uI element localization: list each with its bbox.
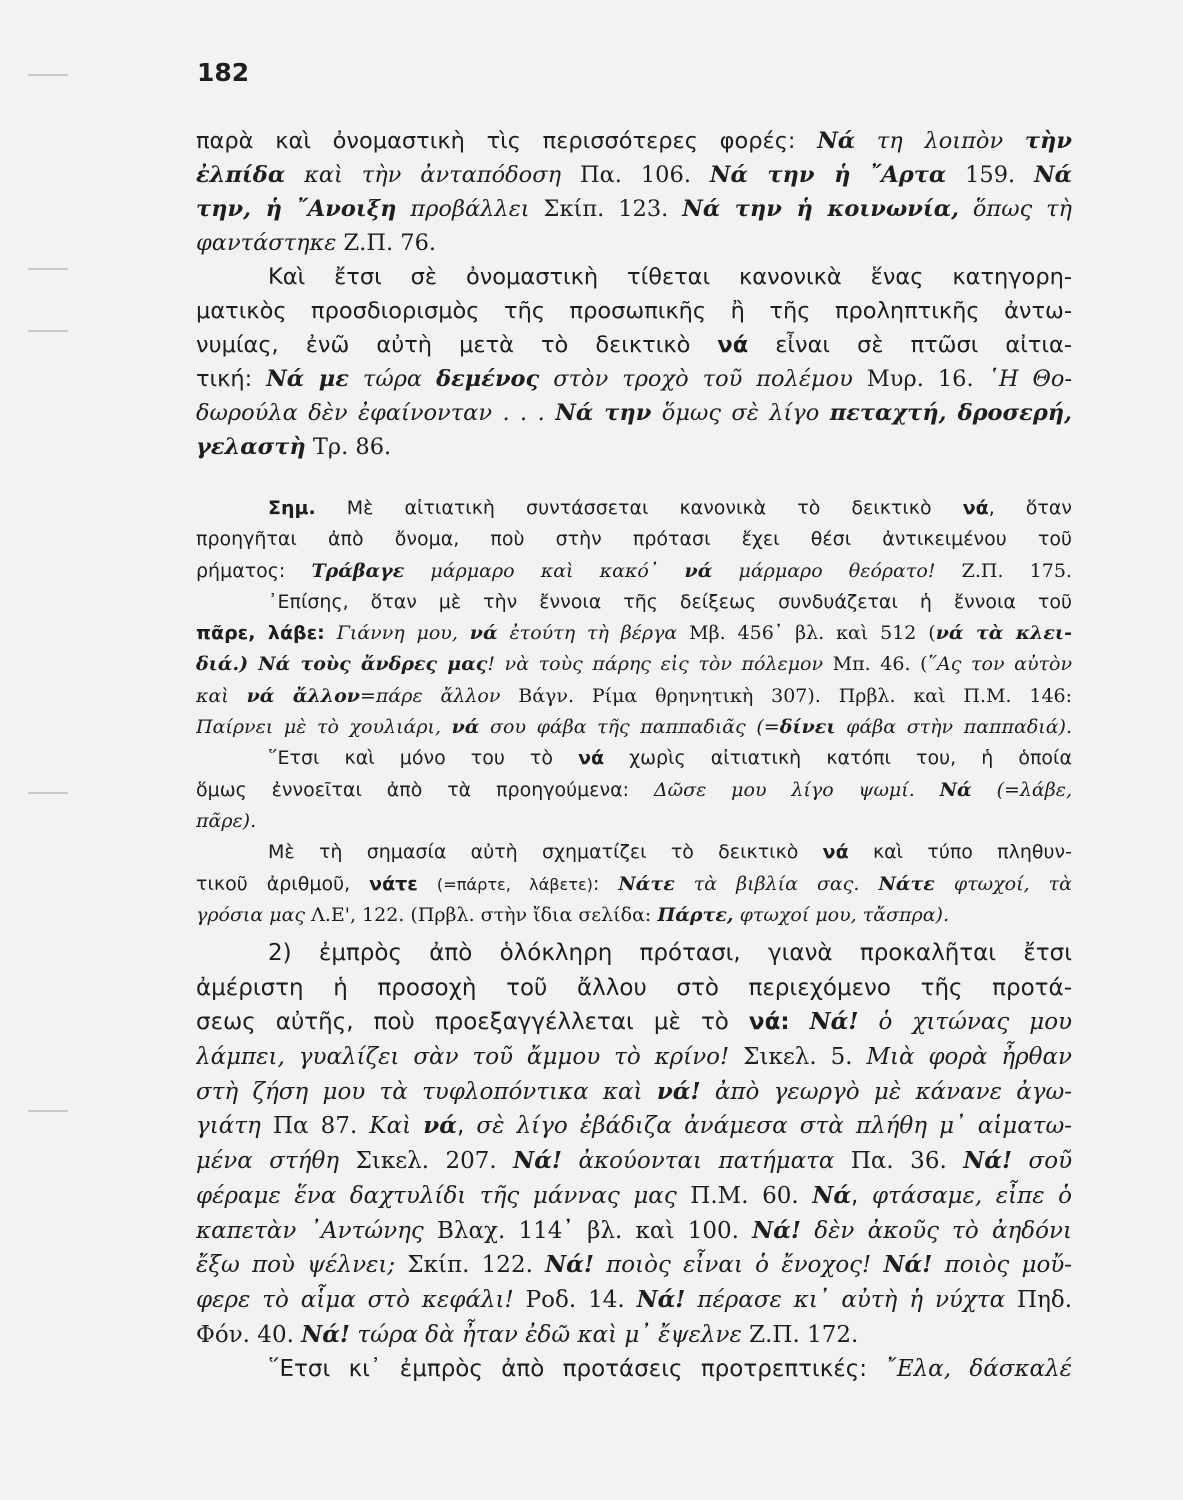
text-line: σεως αὐτῆς, ποὺ προεξαγγέλλεται μὲ τὸ νά: Νά! ὁ χιτώνας μου bbox=[196, 1008, 1072, 1036]
text-line: ὅμως ἐννοεῖται ἀπὸ τὰ προηγούμενα: Δῶσε μου λίγο ψωμί. Νά (=λάβε, bbox=[196, 778, 1072, 801]
text-line: 2) ἐμπρὸς ἀπὸ ὁλόκληρη πρότασι, γιανὰ προκαλῆται ἔτσι bbox=[268, 940, 1072, 966]
text-line: μένα στήθη Σικελ. 207. Νά! ἀκούονται πατήματα Πα. 36. Νά! σοῦ bbox=[196, 1147, 1072, 1175]
paragraph-block-1 bbox=[196, 124, 1072, 464]
text-line: Μὲ τὴ σημασία αὐτὴ σχηματίζει τὸ δεικτικὸ νά καὶ τύπο πληθυν- bbox=[268, 841, 1072, 864]
text-line: καὶ νά ἄλλον=πάρε ἄλλον Βάγν. Ρίμα θρηνητικὴ 307). Πρβλ. καὶ Π.Μ. 146: bbox=[196, 684, 1072, 707]
text-line: Σημ. Μὲ αἰτιατικὴ συντάσσεται κανονικὰ τὸ δεικτικὸ νά, ὅταν bbox=[268, 497, 1072, 519]
margin-mark bbox=[28, 74, 68, 76]
text-line: ἐλπίδα καὶ τὴν ἀνταπόδοση Πα. 106. Νά την ἡ ῎Αρτα 159. Νά bbox=[196, 162, 1072, 188]
text-line: στὴ ζήση μου τὰ τυφλοπόντικα καὶ νά! ἀπὸ γεωργὸ μὲ κάνανε ἀγω- bbox=[196, 1077, 1072, 1105]
text-line: ῞Ετσι καὶ μόνο του τὸ νά χωρὶς αἰτιατικὴ κατόπι του, ἡ ὁποία bbox=[268, 747, 1072, 770]
text-line: ἔξω ποὺ ψέλνει; Σκίπ. 122. Νά! ποιὸς εἶναι ὁ ἔνοχος! Νά! ποιὸς μοὔ- bbox=[196, 1251, 1072, 1279]
text-line: ἀμέριστη ἡ προσοχὴ τοῦ ἄλλου στὸ περιεχόμενο τῆς προτά- bbox=[196, 974, 1072, 1001]
text-line: ῞Ετσι κι᾿ ἐμπρὸς ἀπὸ προτάσεις προτρεπτικές: ῎Ελα, δάσκαλέ bbox=[268, 1356, 1072, 1383]
text-line: δωρούλα δὲν ἐφαίνονταν . . . Νά την ὅμως σὲ λίγο πεταχτή, δροσερή, bbox=[196, 400, 1072, 426]
text-line: φερε τὸ αἷμα στὸ κεφάλι! Ροδ. 14. Νά! πέρασε κι᾿ αὐτὴ ἡ νύχτα Πηδ. bbox=[196, 1285, 1072, 1313]
text-line: Φόν. 40. Νά! τώρα δὰ ἦταν ἐδῶ καὶ μ᾿ ἔψελνε Ζ.Π. 172. bbox=[196, 1320, 859, 1348]
text-line: παρὰ καὶ ὀνομαστικὴ τὶς περισσότερες φορές: Νά τη λοιπὸν τὴν bbox=[196, 128, 1072, 154]
text-line: προηγῆται ἀπὸ ὄνομα, ποὺ στὴν πρότασι ἔχει θέσι ἀντικειμένου τοῦ bbox=[196, 528, 1072, 551]
text-line: ᾿Επίσης, ὅταν μὲ τὴν ἔννοια τῆς δείξεως συνδυάζεται ἡ ἔννοια τοῦ bbox=[268, 590, 1072, 613]
text-line: νυμίας, ἐνῶ αὐτὴ μετὰ τὸ δεικτικὸ νά εἶναι σὲ πτῶσι αἰτια- bbox=[196, 332, 1072, 358]
text-line: τικοῦ ἀριθμοῦ, νάτε (=πάρτε, λάβετε): Νάτε τὰ βιβλία σας. Νάτε φτωχοί, τὰ bbox=[196, 872, 1072, 895]
text-line: τική: Νά με τώρα δεμένος στὸν τροχὸ τοῦ πολέμου Μυρ. 16. ῾Η Θο- bbox=[196, 366, 1072, 392]
text-line: διά.) Νά τοὺς ἄνδρες μας! νὰ τοὺς πάρης εἰς τὸν πόλεμον Μπ. 46. (῞Ας τον αὐτὸν bbox=[196, 653, 1072, 676]
note-block bbox=[196, 493, 1072, 931]
text-line: καπετὰν ᾿Αντώνης Βλαχ. 114᾿ βλ. καὶ 100. Νά! δὲν ἀκοῦς τὸ ἀηδόνι bbox=[196, 1216, 1072, 1244]
text-line: ματικὸς προσδιορισμὸς τῆς προσωπικῆς ἢ τῆς προληπτικῆς ἀντω- bbox=[196, 298, 1072, 324]
text-line: γιάτη Πα 87. Καὶ νά, σὲ λίγο ἐβάδιζα ἀνάμεσα στὰ πλήθη μ᾿ αἱματω- bbox=[196, 1112, 1072, 1140]
text-line: Παίρνει μὲ τὸ χουλιάρι, νά σου φάβα τῆς παππαδιᾶς (=δίνει φάβα στὴν παππαδιά). bbox=[196, 716, 1072, 739]
text-line: φέραμε ἕνα δαχτυλίδι τῆς μάννας μας Π.Μ. 60. Νά, φτάσαμε, εἶπε ὁ bbox=[196, 1181, 1072, 1209]
page-number: 182 bbox=[197, 58, 250, 87]
text-line: γρόσια μας Λ.Ε', 122. (Πρβλ. στὴν ἴδια σελίδα: Πάρτε, φτωχοί μου, τἄσπρα). bbox=[196, 903, 949, 926]
margin-mark bbox=[28, 1110, 68, 1112]
text-line: λάμπει, γυαλίζει σὰν τοῦ ἄμμου τὸ κρίνο! Σικελ. 5. Μιὰ φορὰ ἦρθαν bbox=[196, 1044, 1072, 1071]
margin-mark bbox=[28, 330, 68, 332]
text-line: πᾶρε). bbox=[196, 809, 257, 832]
margin-mark bbox=[28, 268, 68, 270]
text-line: φαντάστηκε Ζ.Π. 76. bbox=[196, 230, 437, 256]
paragraph-block-2 bbox=[196, 936, 1072, 1387]
text-line: Καὶ ἔτσι σὲ ὀνομαστικὴ τίθεται κανονικὰ ἕνας κατηγορη- bbox=[268, 264, 1072, 290]
text-line: την, ἡ ῎Ανοιξη προβάλλει Σκίπ. 123. Νά την ἡ κοινωνία, ὅπως τὴ bbox=[196, 196, 1072, 222]
text-line: γελαστὴ Τρ. 86. bbox=[196, 434, 392, 460]
margin-mark bbox=[28, 792, 68, 794]
text-line: πᾶρε, λάβε: Γιάννη μου, νά ἐτούτη τὴ βέργα Μβ. 456᾿ βλ. καὶ 512 (νά τὰ κλει- bbox=[196, 622, 1072, 645]
text-line: ρήματος: Τράβαγε μάρμαρο καὶ κακό᾿ νά μάρμαρο θεόρατο! Ζ.Π. 175. bbox=[196, 559, 1072, 582]
